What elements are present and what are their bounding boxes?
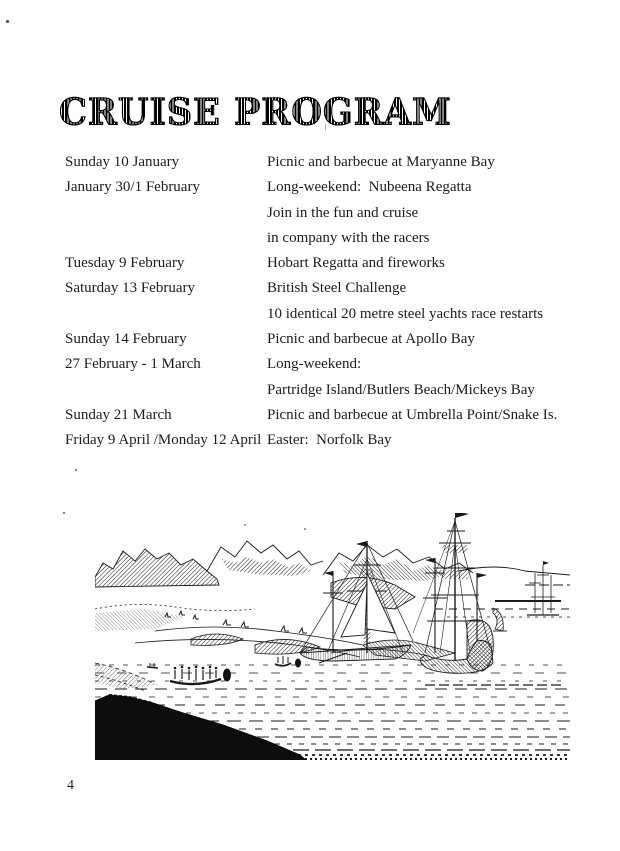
program-event: 10 identical 20 metre steel yachts race restarts [267, 305, 544, 322]
program-event: Hobart Regatta and fireworks [267, 255, 445, 272]
program-row [65, 226, 585, 251]
program-date: Friday 9 April /Monday 12 April [65, 432, 262, 449]
program-date: Saturday 13 February [65, 280, 195, 297]
program-date [65, 201, 267, 226]
cruise-program-list [65, 150, 585, 454]
program-event: Join in the fun and cruise [267, 204, 419, 221]
program-date: Sunday 21 March [65, 406, 172, 423]
small-sailboats [165, 611, 307, 633]
program-row [65, 403, 585, 428]
program-row [65, 327, 585, 352]
distant-ship [527, 561, 559, 615]
program-event: Long-weekend: Nubeena Regatta [267, 179, 472, 196]
scan-speck [6, 20, 9, 23]
program-date: Sunday 10 January [65, 154, 180, 170]
program-event: Picnic and barbecue at Apollo Bay [267, 331, 475, 348]
program-event: in company with the racers [267, 229, 430, 246]
program-event: Picnic and barbecue at Maryanne Bay [267, 154, 495, 170]
program-row [65, 302, 585, 327]
program-row [65, 276, 585, 301]
harbour-engraving-illustration [95, 513, 570, 760]
program-event: British Steel Challenge [267, 280, 407, 297]
program-row [65, 378, 585, 403]
program-event: Long-weekend: [267, 356, 362, 373]
page-title: CRUISE PROGRAM [59, 90, 452, 134]
program-date: Tuesday 9 February [65, 255, 185, 272]
scan-speck [63, 512, 65, 514]
program-row [65, 175, 585, 200]
scan-speck [75, 469, 77, 471]
program-date: January 30/1 February [65, 179, 200, 196]
program-row [65, 251, 585, 276]
program-date: 27 February - 1 March [65, 356, 201, 373]
program-row [65, 428, 585, 453]
program-event: Picnic and barbecue at Umbrella Point/Snake Is. [267, 406, 558, 423]
program-date [65, 378, 267, 403]
page-number: 4 [67, 778, 74, 793]
program-date [65, 302, 267, 327]
program-date: Sunday 14 February [65, 331, 187, 348]
program-row [65, 201, 585, 226]
program-row [65, 352, 585, 377]
program-date [65, 226, 267, 251]
program-event: Partridge Island/Butlers Beach/Mickeys Bay [267, 381, 535, 398]
canoes-with-paddlers [147, 656, 301, 684]
program-row [65, 150, 585, 175]
program-event: Easter: Norfolk Bay [267, 432, 392, 449]
